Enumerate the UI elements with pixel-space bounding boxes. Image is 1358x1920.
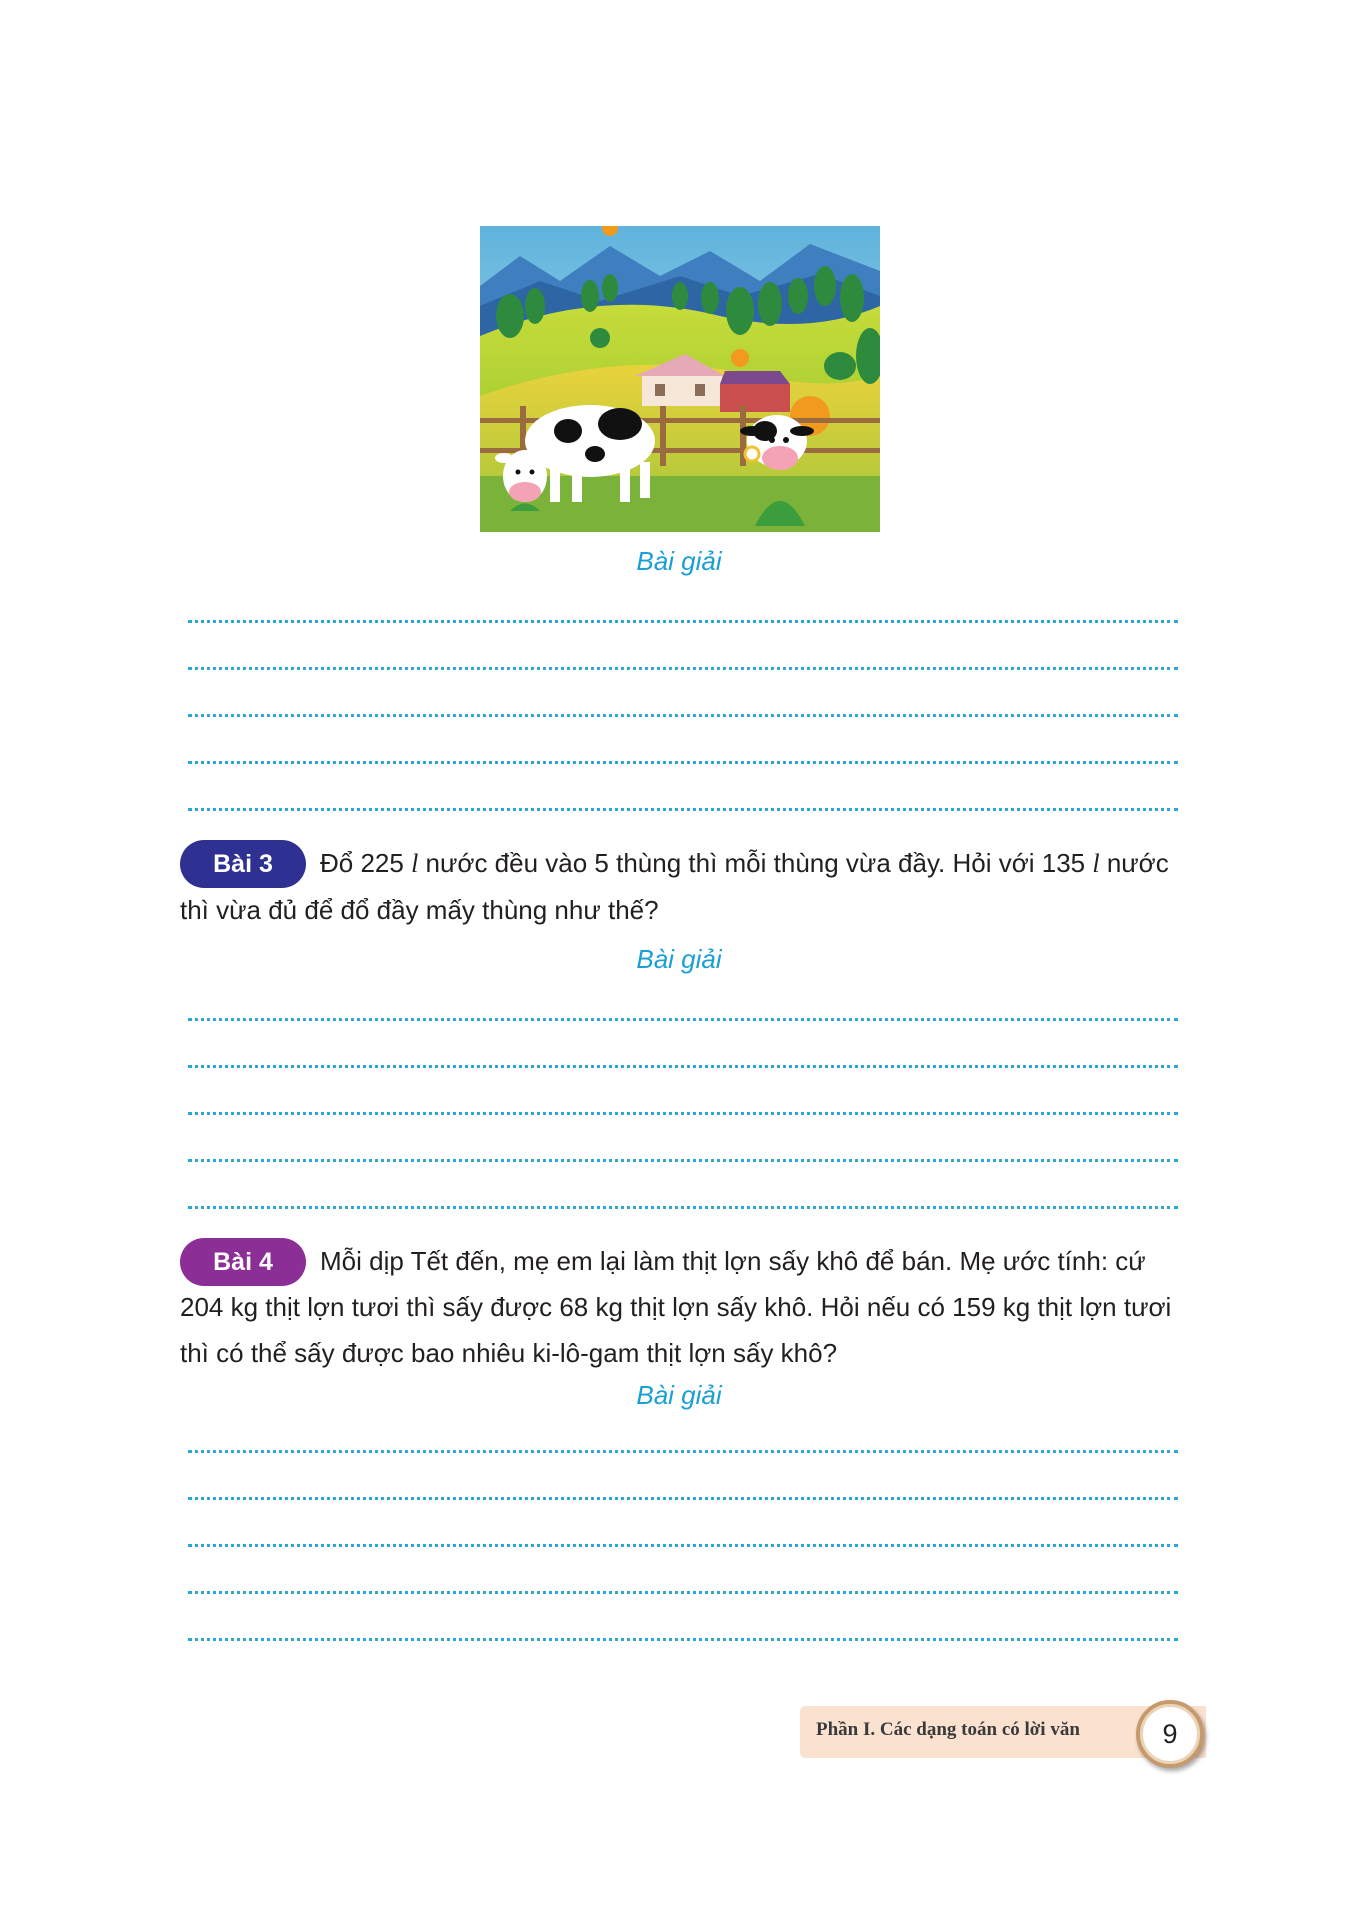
answer-dotted-line <box>188 1544 1178 1547</box>
answer-dotted-line <box>188 1497 1178 1500</box>
problem-line: thì có thể sấy được bao nhiêu ki-lô-gam thịt lợn sấy khô? <box>180 1338 838 1368</box>
problem-badge: Bài 4 <box>180 1238 306 1286</box>
answer-dotted-line <box>188 1112 1178 1115</box>
problem-line: 204 kg thịt lợn tươi thì sấy được 68 kg thịt lợn sấy khô. Hỏi nếu có 159 kg thịt lợn tươi <box>180 1292 1172 1322</box>
answer-dotted-line <box>188 1159 1178 1162</box>
answer-dotted-line <box>188 808 1178 811</box>
answer-dotted-line <box>188 714 1178 717</box>
answer-lines <box>188 1018 1178 1253</box>
answer-dotted-line <box>188 620 1178 623</box>
problem-line: thì vừa đủ để đổ đầy mấy thùng như thế? <box>180 895 659 925</box>
solution-heading: Bài giải <box>636 944 722 974</box>
farm-cows-illustration <box>480 226 880 532</box>
answer-lines <box>188 1450 1178 1685</box>
answer-dotted-line <box>188 667 1178 670</box>
answer-dotted-line <box>188 1591 1178 1594</box>
answer-lines <box>188 620 1178 855</box>
answer-dotted-line <box>188 761 1178 764</box>
answer-dotted-line <box>188 1206 1178 1209</box>
solution-heading: Bài giải <box>636 1380 722 1410</box>
answer-dotted-line <box>188 1018 1178 1021</box>
answer-dotted-line <box>188 1638 1178 1641</box>
problem-line: Đổ 225 l nước đều vào 5 thùng thì mỗi thùng vừa đầy. Hỏi với 135 l nước <box>320 848 1169 878</box>
problem-badge: Bài 3 <box>180 840 306 888</box>
page-number: 9 <box>1136 1700 1204 1768</box>
answer-dotted-line <box>188 1065 1178 1068</box>
problem-line: Mỗi dịp Tết đến, mẹ em lại làm thịt lợn sấy khô để bán. Mẹ ước tính: cứ <box>320 1246 1146 1276</box>
solution-heading: Bài giải <box>636 546 722 576</box>
problem-text <box>180 840 1182 933</box>
footer-section-title: Phần I. Các dạng toán có lời văn <box>816 1719 1080 1740</box>
problem-text <box>180 1238 1182 1376</box>
answer-dotted-line <box>188 1450 1178 1453</box>
